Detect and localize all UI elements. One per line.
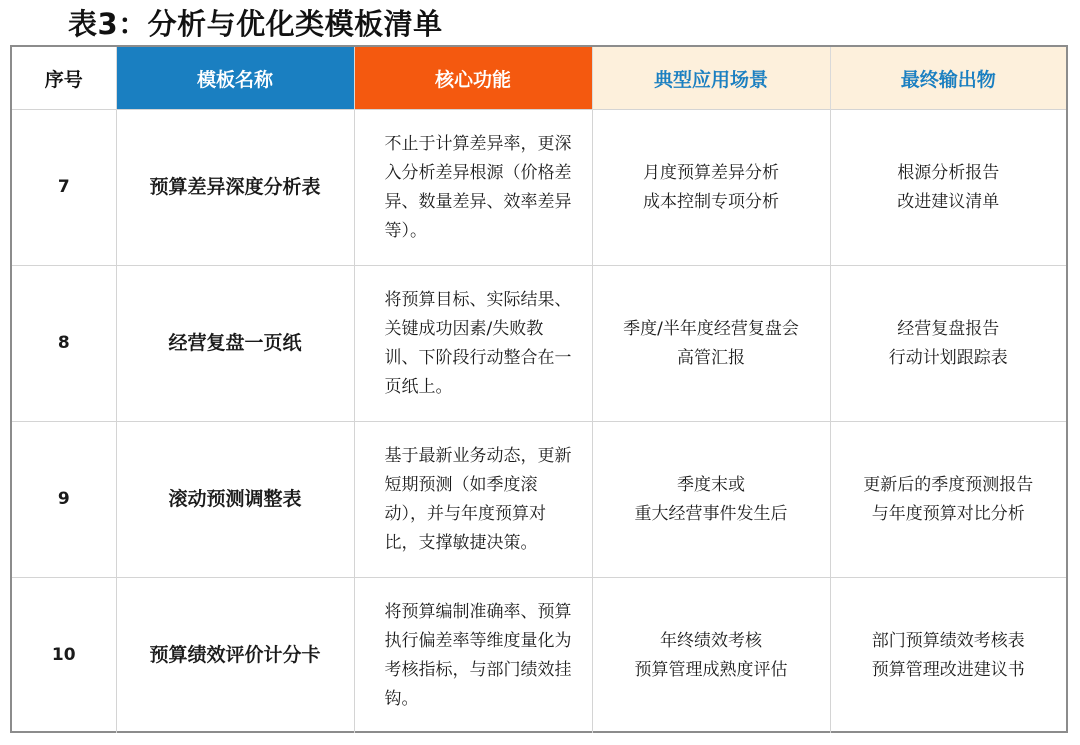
outputs-cell [830,266,1066,422]
output-line: 改进建议清单 [897,191,1000,212]
header-name: 模板名称 [116,47,354,110]
outputs-cell [830,578,1066,734]
outputs-cell [830,110,1066,266]
output-line: 预算管理改进建议书 [871,659,1025,680]
scenario-line: 季度末或 [677,474,745,495]
output-line: 根源分析报告 [897,162,1000,183]
table-row [12,578,1066,734]
row-number: 8 [12,266,116,422]
template-table-grid [12,47,1066,733]
row-number: 7 [12,110,116,266]
template-table [10,45,1068,733]
scenarios-cell [592,266,830,422]
template-name: 预算差异深度分析表 [116,110,354,266]
core-function: 将预算目标、实际结果、关键成功因素/失败教训、下阶段行动整合在一页纸上。 [354,266,592,422]
scenarios-cell [592,422,830,578]
output-line: 行动计划跟踪表 [888,347,1008,368]
output-line: 与年度预算对比分析 [871,503,1025,524]
scenarios-cell [592,110,830,266]
outputs-cell [830,422,1066,578]
header-scenarios: 典型应用场景 [592,47,830,110]
core-function: 将预算编制准确率、预算执行偏差率等维度量化为考核指标，与部门绩效挂钩。 [354,578,592,734]
header-no: 序号 [12,47,116,110]
row-number: 10 [12,578,116,734]
template-name: 预算绩效评价计分卡 [116,578,354,734]
table-row [12,110,1066,266]
row-number: 9 [12,422,116,578]
output-line: 部门预算绩效考核表 [871,630,1025,651]
output-line: 经营复盘报告 [897,318,1000,339]
table-row [12,422,1066,578]
scenarios-cell [592,578,830,734]
scenario-line: 高管汇报 [677,347,745,368]
core-function: 不止于计算差异率，更深入分析差异根源（价格差异、数量差异、效率差异等）。 [354,110,592,266]
output-line: 更新后的季度预测报告 [863,474,1034,495]
table-title: 表3：分析与优化类模板清单 [68,7,443,41]
header-row [12,47,1066,110]
scenario-line: 成本控制专项分析 [643,191,779,212]
scenario-line: 预算管理成熟度评估 [634,659,788,680]
core-function: 基于最新业务动态，更新短期预测（如季度滚动），并与年度预算对比，支撑敏捷决策。 [354,422,592,578]
scenario-line: 年终绩效考核 [660,630,762,651]
header-function: 核心功能 [354,47,592,110]
scenario-line: 月度预算差异分析 [643,162,779,183]
template-name: 滚动预测调整表 [116,422,354,578]
template-name: 经营复盘一页纸 [116,266,354,422]
scenario-line: 重大经营事件发生后 [634,503,788,524]
scenario-line: 季度/半年度经营复盘会 [623,318,799,339]
header-outputs: 最终输出物 [830,47,1066,110]
table-row [12,266,1066,422]
